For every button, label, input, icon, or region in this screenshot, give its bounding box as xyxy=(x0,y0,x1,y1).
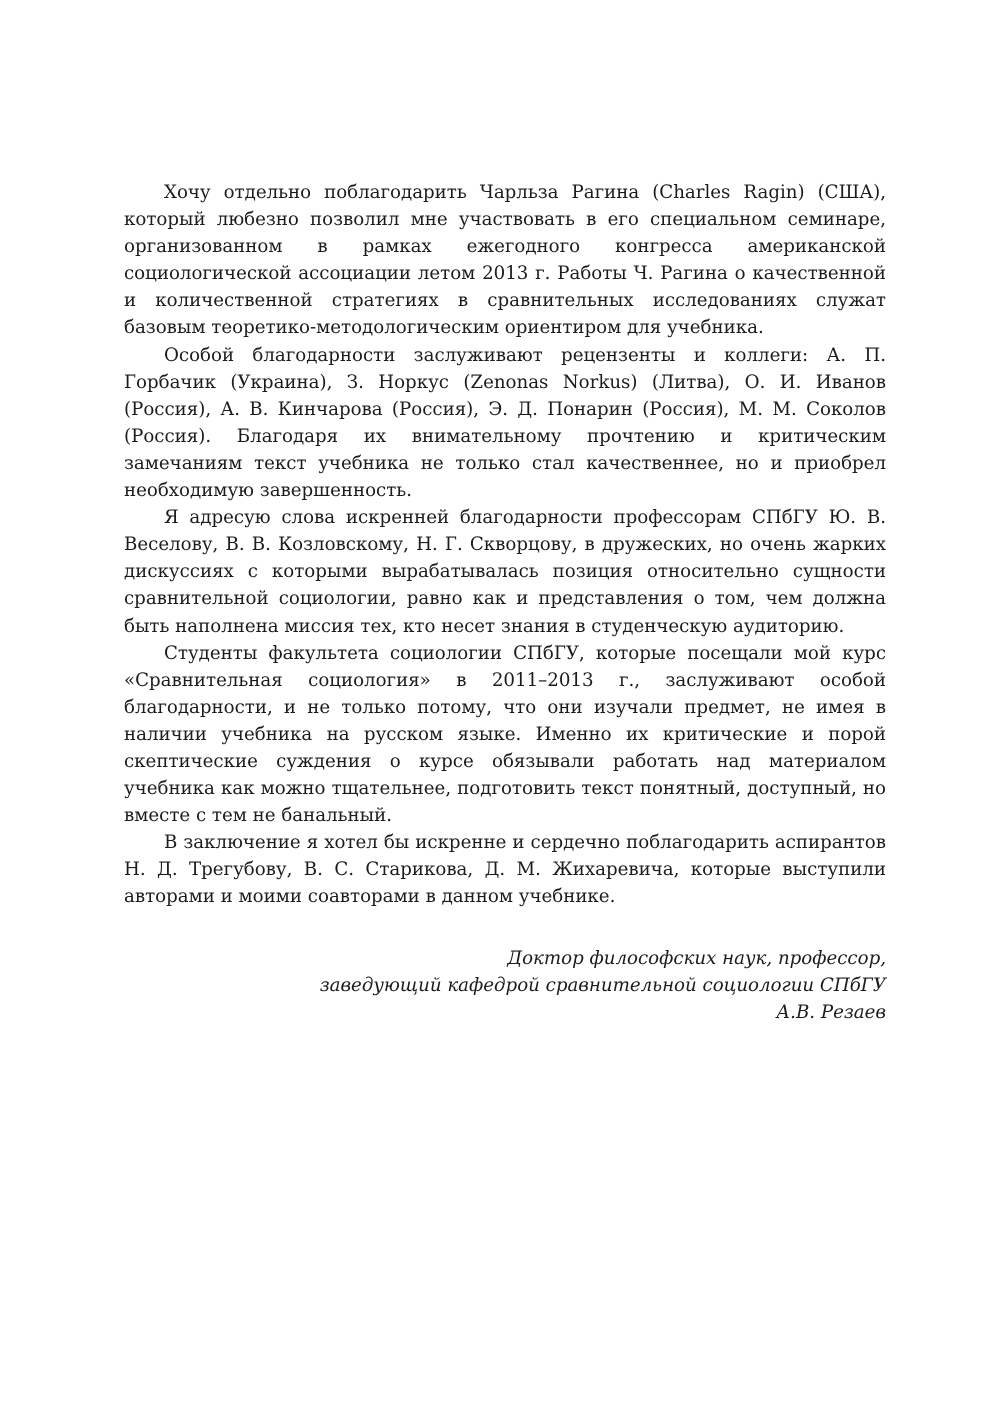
signature-block xyxy=(124,945,886,1026)
signature-author-name: А.В. Резаев xyxy=(776,1002,886,1023)
paragraph-ragin-thanks: Хочу отдельно поблагодарить Чарльза Рагина (Charles Ragin) (США), который любезно позволил мне участвовать в его специальном семинаре, организованном в рамках ежегодного конгресса американской социологической ассоциации летом 2013 г. Работы Ч. Рагина о качественной и количественной стратегиях в сравнительных исследованиях служат базовым теоретико-методологическим ориентиром для учебника. xyxy=(124,182,886,339)
paragraph-students-thanks: Студенты факультета социологии СПбГУ, которые посещали мой курс «Сравнительная социология» в 2011–2013 г., заслуживают особой благодарности, и не только потому, что они изучали предмет, не имея в наличии учебника на русском языке. Именно их критические и порой скептические суждения о курсе обязывали работать над материалом учебника как можно тщательнее, подготовить текст понятный, доступный, но вместе с тем не банальный. xyxy=(124,642,886,827)
paragraph-postgraduates-thanks: В заключение я хотел бы искренне и сердечно поблагодарить аспирантов Н. Д. Трегубову, В. С. Старикова, Д. М. Жихаревича, которые выступили авторами и моими соавторами в данном учебнике. xyxy=(124,832,886,908)
paragraph-professors-thanks: Я адресую слова искренней благодарности профессорам СПбГУ Ю. В. Веселову, В. В. Козловскому, Н. Г. Скворцову, в дружеских, но очень жарких дискуссиях с которыми вырабатывалась позиция относительно сущности сравнительной социологии, равно как и представления о том, чем должна быть наполнена миссия тех, кто несет знания в студенческую аудиторию. xyxy=(124,507,886,637)
signature-degree: Доктор философских наук, профессор, xyxy=(507,948,886,969)
signature-position: заведующий кафедрой сравнительной социологии СПбГУ xyxy=(319,975,886,996)
paragraph-reviewers-thanks: Особой благодарности заслуживают рецензенты и коллеги: А. П. Горбачик (Украина), З. Норкус (Zenonas Norkus) (Литва), О. И. Иванов (Россия), А. В. Кинчарова (Россия), Э. Д. Понарин (Россия), М. М. Соколов (Россия). Благодаря их внимательному прочтению и критическим замечаниям текст учебника не только стал качественнее, но и приобрел необходимую завершенность. xyxy=(124,344,886,502)
acknowledgements-text xyxy=(124,179,886,911)
